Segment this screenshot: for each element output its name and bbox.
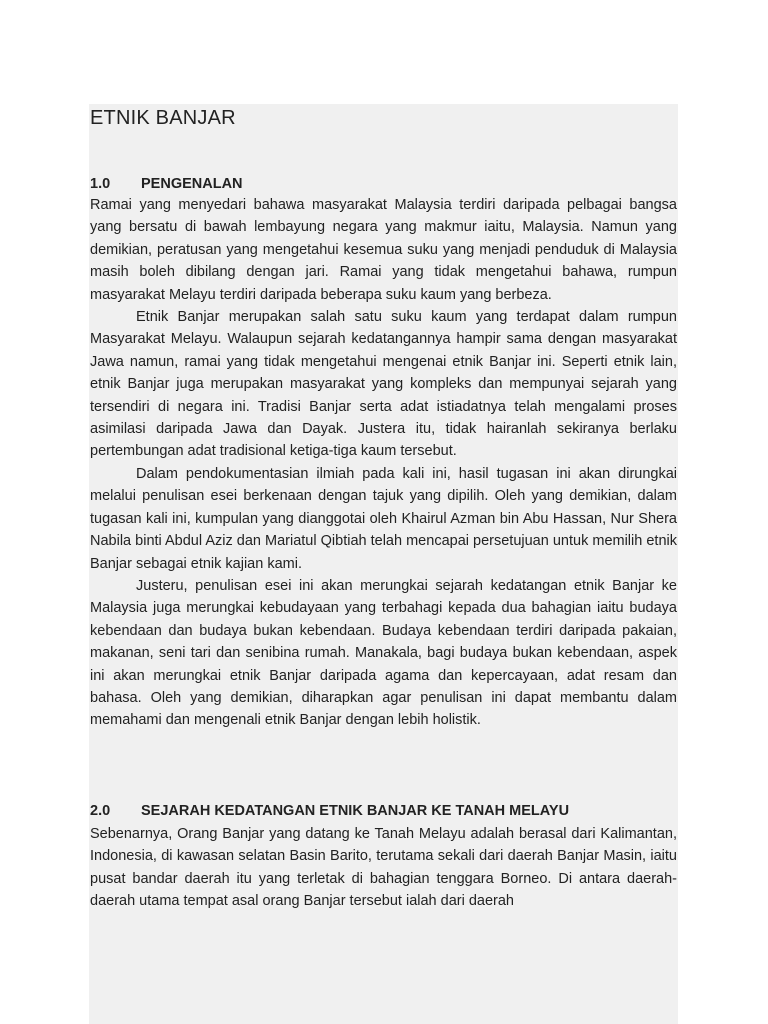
document-title: ETNIK BANJAR [90,107,236,129]
paragraph: Ramai yang menyedari bahawa masyarakat Malaysia terdiri daripada pelbagai bangsa yang bersatu di bawah lembayung negara yang makmur iaitu, Malaysia. Namun yang demikian, peratusan yang mengetahui kesemua suku yang menjadi penduduk di Malaysia masih boleh dibilang dengan jari. Ramai yang tidak mengetahui bahawa, rumpun masyarakat Melayu terdiri daripada beberapa suku kaum yang berbeza. [90,197,677,303]
section-number: 1.0 [90,176,111,192]
section-body-pengenalan [90,194,677,732]
paragraph: Sebenarnya, Orang Banjar yang datang ke Tanah Melayu adalah berasal dari Kalimantan, Indonesia, di kawasan selatan Basin Barito, terutama sekali dari daerah Banjar Masin, iaitu pusat bandar daerah itu yang terletak di bahagian tenggara Borneo. Di antara daerah-daerah utama tempat asal orang Banjar tersebut ialah dari daerah [90,826,677,910]
section-heading-pengenalan [90,174,243,194]
section-body-sejarah [90,823,677,913]
section-heading-text: SEJARAH KEDATANGAN ETNIK BANJAR KE TANAH MELAYU [141,803,570,819]
section-heading-sejarah [90,801,569,821]
section-heading-text: PENGENALAN [141,176,243,192]
paragraph: Justeru, penulisan esei ini akan merungkai sejarah kedatangan etnik Banjar ke Malaysia juga merungkai kebudayaan yang terbahagi kepada dua bahagian iaitu budaya kebendaan dan budaya bukan kebendaan. Budaya kebendaan terdiri daripada pakaian, makanan, seni tari dan senibina rumah. Manakala, bagi budaya bukan kebendaan, aspek ini akan merungkai etnik Banjar daripada agama dan kepercayaan, adat resam dan bahasa. Oleh yang demikian, diharapkan agar penulisan ini dapat membantu dalam memahami dan mengenali etnik Banjar dengan lebih holistik. [90,577,677,729]
paragraph: Dalam pendokumentasian ilmiah pada kali ini, hasil tugasan ini akan dirungkai melalui penulisan esei berkenaan dengan tajuk yang dipilih. Oleh yang demikian, dalam tugasan kali ini, kumpulan yang dianggotai oleh Khairul Azman bin Abu Hassan, Nur Shera Nabila binti Abdul Aziz dan Mariatul Qibtiah telah mencapai persetujuan untuk memilih etnik Banjar sebagai etnik kajian kami. [90,465,677,572]
paragraph: Etnik Banjar merupakan salah satu suku kaum yang terdapat dalam rumpun Masyarakat Melayu. Walaupun sejarah kedatangannya hampir sama dengan masyarakat Jawa namun, ramai yang tidak mengetahui mengenai etnik Banjar ini. Seperti etnik lain, etnik Banjar juga merupakan masyarakat yang kompleks dan mempunyai sejarah yang tersendiri di negara ini. Tradisi Banjar serta adat istiadatnya telah mengalami proses asimilasi daripada Jawa dan Dayak. Justera itu, tidak hairanlah sekiranya berlaku pertembungan adat tradisional ketiga-tiga kaum tersebut. [90,309,677,460]
section-number: 2.0 [90,803,111,819]
document-text-area [89,104,678,1024]
